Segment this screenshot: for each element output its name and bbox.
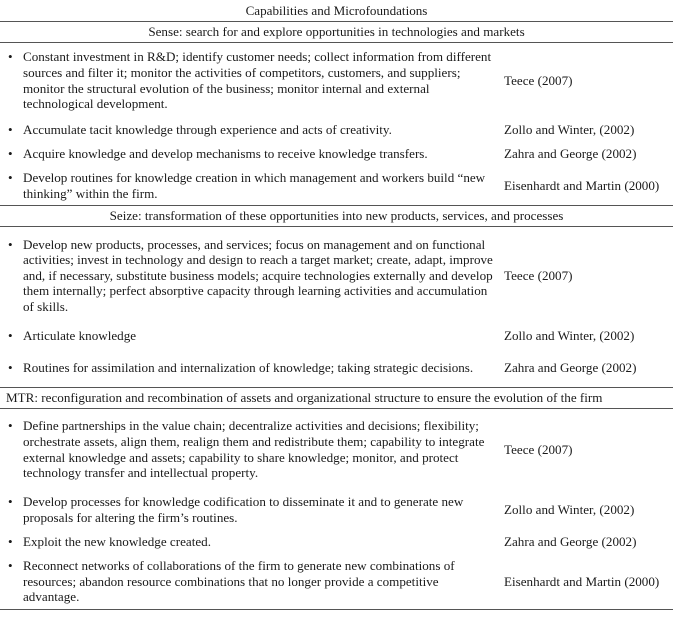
reference: Teece (2007) [504,72,573,88]
bullet-icon: • [8,493,13,509]
microfoundation-text: Constant investment in R&D; identify customer needs; collect information from different sources and filter it; monitor the activities of competitors, customers, and suppliers; monitor the structural evolution of the business; monitor internal and external technological development. [23,49,492,112]
microfoundation-text: Develop new products, processes, and services; focus on management and on functional activities; invest in technology and design to reach a target market; create, adapt, improve and, if necessary, substitute business models; acquire technologies externally and develop them internally; perfect absorptive capacity through learning activities and accumulation of skills. [23,236,493,314]
table-row [0,165,673,205]
bullet-icon: • [8,121,13,137]
section-heading-sense: Sense: search for and explore opportunities in technologies and markets [148,24,525,39]
reference: Zahra and George (2002) [504,359,637,375]
reference: Eisenhardt and Martin (2000) [504,573,660,589]
table-row [0,117,673,141]
reference: Zollo and Winter, (2002) [504,121,635,137]
microfoundation-text: Develop processes for knowledge codification to disseminate it and to generate new proposals for altering the firm’s routines. [23,493,464,525]
bullet-icon: • [8,558,13,574]
bullet-icon: • [8,418,13,434]
table-row [0,529,673,553]
microfoundation-text: Routines for assimilation and internalization of knowledge; taking strategic decisions. [23,359,474,375]
reference: Zahra and George (2002) [504,533,637,549]
bullet-icon: • [8,145,13,161]
table-row [0,409,673,489]
reference: Zollo and Winter, (2002) [504,501,635,517]
table-row [0,347,673,387]
bullet-icon: • [8,533,13,549]
reference: Zahra and George (2002) [504,145,637,161]
table-row [0,323,673,347]
bullet-icon: • [8,327,13,343]
microfoundation-text: Exploit the new knowledge created. [23,533,211,549]
table-row [0,43,673,117]
bullet-icon: • [8,236,13,252]
table-row [0,227,673,323]
table-row [0,553,673,609]
microfoundation-text: Articulate knowledge [23,327,137,343]
microfoundation-text: Acquire knowledge and develop mechanisms to receive knowledge transfers. [23,145,428,161]
divider [0,609,673,610]
microfoundation-text: Develop routines for knowledge creation in which management and workers build “new thinking” within the firm. [23,169,486,201]
table-row [0,489,673,529]
reference: Eisenhardt and Martin (2000) [504,177,660,193]
reference: Teece (2007) [504,267,573,283]
bullet-icon: • [8,169,13,185]
reference: Zollo and Winter, (2002) [504,327,635,343]
table-row [0,141,673,165]
bullet-icon: • [8,49,13,65]
bullet-icon: • [8,359,13,375]
microfoundation-text: Reconnect networks of collaborations of the firm to generate new combinations of resources; abandon resource combinations that no longer provide a competitive advantage. [23,558,455,605]
table-title: Capabilities and Microfoundations [245,3,428,18]
section-heading-seize: Seize: transformation of these opportunities into new products, services, and processes [109,208,564,223]
microfoundation-text: Accumulate tacit knowledge through experience and acts of creativity. [23,121,392,137]
reference: Teece (2007) [504,441,573,457]
microfoundation-text: Define partnerships in the value chain; decentralize activities and decisions; flexibility; orchestrate assets, align them, realign them and redistribute them; capability to integrate external knowledge and assets; capability to share knowledge; monitor, and protect technology transfer and intellectual property. [23,418,485,481]
section-heading-mtr: MTR: reconfiguration and recombination of assets and organizational structure to ensure the evolution of the firm [6,390,603,405]
